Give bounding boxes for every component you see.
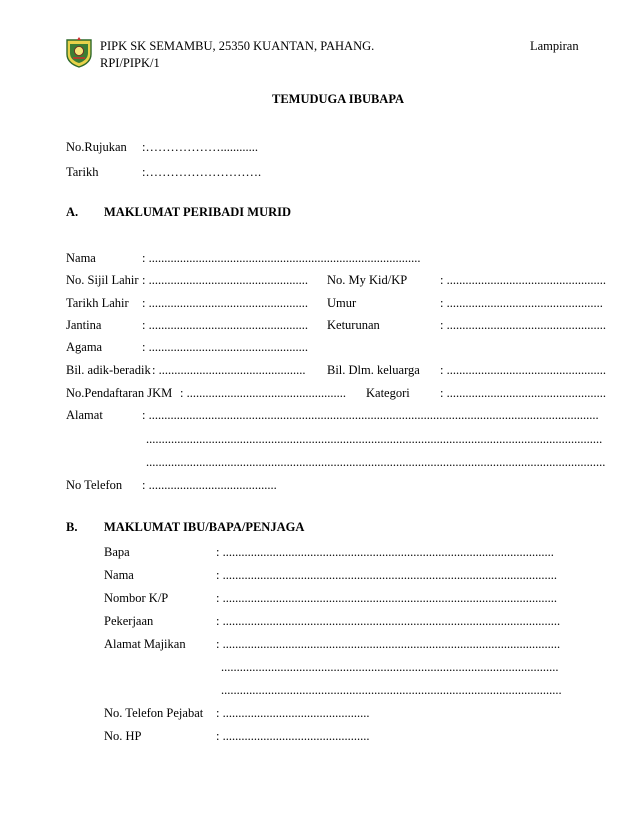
kategori-field[interactable]: : ................................................... — [440, 386, 606, 400]
mykid-label: No. My Kid/KP — [327, 273, 408, 287]
section-a-letter: A. — [66, 205, 79, 219]
bil-keluarga-label: Bil. Dlm. keluarga — [327, 363, 420, 377]
nama-penjaga-field[interactable]: : ........................................................................................................... — [216, 568, 557, 582]
rujukan-field[interactable]: :………………............ — [142, 140, 258, 154]
nombor-kp-field[interactable]: : ........................................................................................................... — [216, 591, 557, 605]
section-b-letter: B. — [66, 520, 78, 534]
telefon-field[interactable]: : ......................................... — [142, 478, 277, 492]
tarikh-lahir-label: Tarikh Lahir — [66, 296, 129, 310]
alamat-field-line-2[interactable]: .................................................................................................................................................. — [146, 432, 603, 446]
tarikh-field[interactable]: :………………………. — [142, 165, 262, 179]
reference-code: RPI/PIPK/1 — [100, 56, 160, 70]
alamat-majikan-field-line-1[interactable]: : ............................................................................................................ — [216, 637, 561, 651]
nama-penjaga-label: Nama — [104, 568, 134, 582]
agama-label: Agama — [66, 340, 103, 354]
pekerjaan-field[interactable]: : ............................................................................................................ — [216, 614, 561, 628]
telefon-pejabat-label: No. Telefon Pejabat — [104, 706, 204, 720]
alamat-label: Alamat — [66, 408, 103, 422]
nama-murid-field[interactable]: : ....................................................................................... — [142, 251, 421, 265]
hp-field[interactable]: : ............................................... — [216, 729, 370, 743]
alamat-field-line-3[interactable]: ................................................................................................................................................... — [146, 455, 606, 469]
bapa-label: Bapa — [104, 545, 130, 559]
alamat-field-line-1[interactable]: : ................................................................................................................................................ — [142, 408, 599, 422]
umur-label: Umur — [327, 296, 357, 310]
jkm-label: No.Pendaftaran JKM — [66, 386, 173, 400]
pekerjaan-label: Pekerjaan — [104, 614, 154, 628]
page-title: TEMUDUGA IBUBAPA — [272, 92, 405, 106]
telefon-pejabat-field[interactable]: : ............................................... — [216, 706, 370, 720]
tarikh-lahir-field[interactable]: : ................................................... — [142, 296, 308, 310]
lampiran-label: Lampiran — [530, 39, 579, 53]
sijil-lahir-field[interactable]: : ................................................... — [142, 273, 308, 287]
alamat-majikan-label: Alamat Majikan — [104, 637, 186, 651]
adik-beradik-label: Bil. adik-beradik — [66, 363, 151, 377]
jantina-label: Jantina — [66, 318, 102, 332]
nama-murid-label: Nama — [66, 251, 96, 265]
bil-keluarga-field[interactable]: : ................................................... — [440, 363, 606, 377]
hp-label: No. HP — [104, 729, 142, 743]
section-a-title: MAKLUMAT PERIBADI MURID — [104, 205, 292, 219]
agama-field[interactable]: : ................................................... — [142, 340, 308, 354]
kategori-label: Kategori — [366, 386, 410, 400]
bapa-field[interactable]: : .......................................................................................................... — [216, 545, 554, 559]
nombor-kp-label: Nombor K/P — [104, 591, 169, 605]
alamat-majikan-field-line-2[interactable]: ............................................................................................................ — [221, 660, 559, 674]
mykid-field[interactable]: : ................................................... — [440, 273, 606, 287]
school-address: PIPK SK SEMAMBU, 25350 KUANTAN, PAHANG. — [100, 39, 375, 53]
adik-beradik-field[interactable]: : ............................................... — [152, 363, 306, 377]
school-crest-icon — [64, 36, 94, 68]
jkm-field[interactable]: : ................................................... — [180, 386, 346, 400]
section-b-title: MAKLUMAT IBU/BAPA/PENJAGA — [104, 520, 305, 534]
tarikh-label: Tarikh — [66, 165, 99, 179]
jantina-field[interactable]: : ................................................... — [142, 318, 308, 332]
alamat-majikan-field-line-3[interactable]: ............................................................................................................. — [221, 683, 562, 697]
keturunan-field[interactable]: : ................................................... — [440, 318, 606, 332]
rujukan-label: No.Rujukan — [66, 140, 127, 154]
sijil-lahir-label: No. Sijil Lahir — [66, 273, 139, 287]
umur-field[interactable]: : .................................................. — [440, 296, 603, 310]
telefon-label: No Telefon — [66, 478, 123, 492]
keturunan-label: Keturunan — [327, 318, 380, 332]
